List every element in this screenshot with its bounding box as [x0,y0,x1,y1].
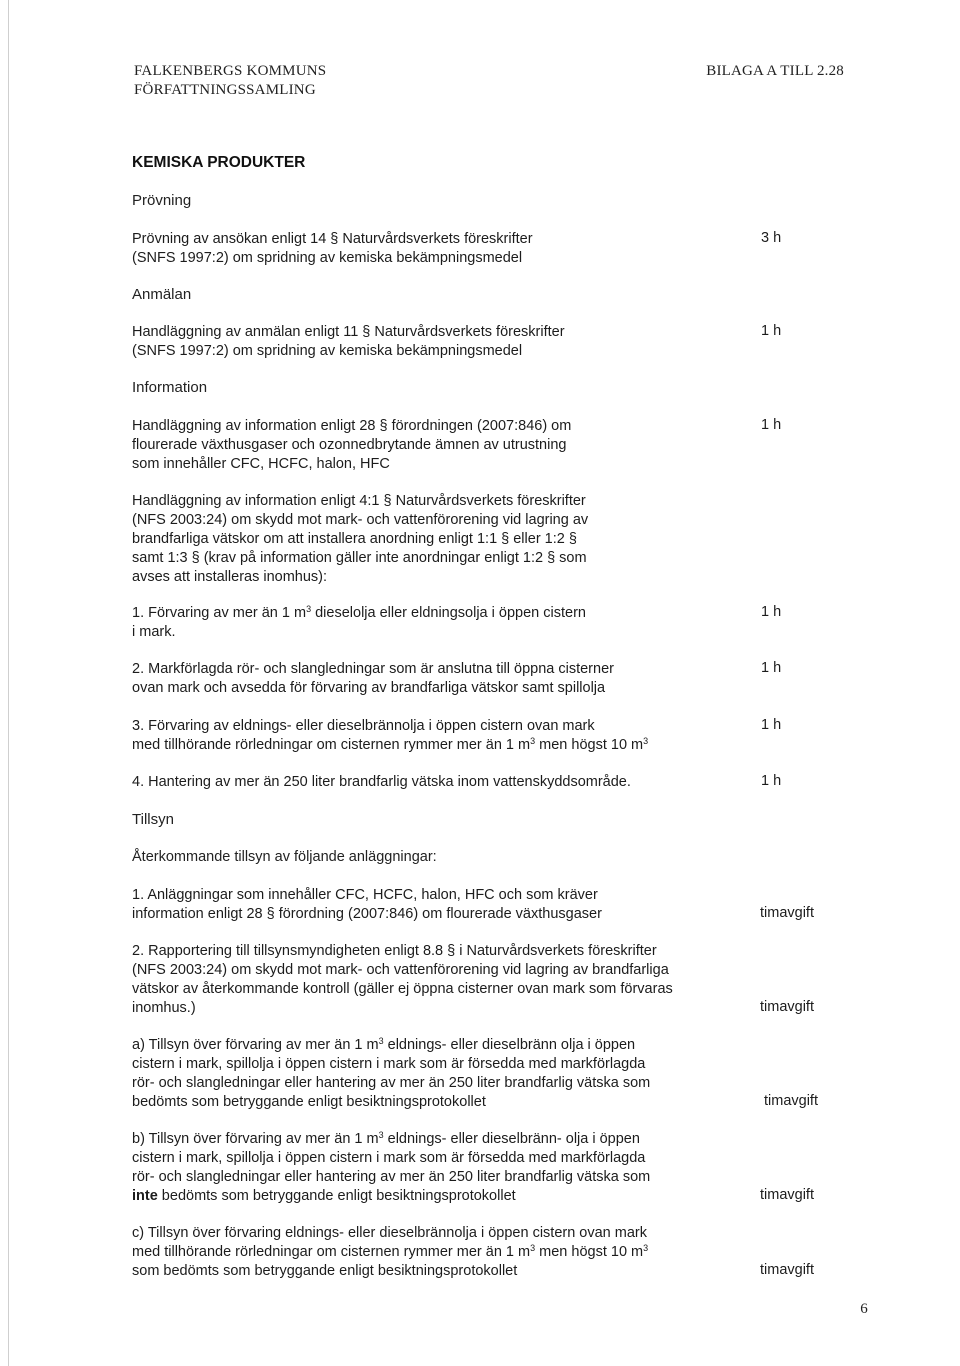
text-run: med tillhörande rörledningar om cisternen rymmer mer än 1 m [132,737,531,753]
fee-value: 1 h [761,717,782,733]
superscript: 3 [643,736,649,746]
text-line: Handläggning av information enligt 4:1 § Naturvårdsverkets föreskrifter [132,493,586,509]
text-run: dieselolja eller eldningsolja i öppen cistern [311,605,586,621]
text-line: 2. Rapportering till tillsynsmyndigheten enligt 8.8 § i Naturvårdsverkets föreskrifter [132,943,657,959]
superscript: 3 [378,1130,384,1140]
superscript: 3 [306,604,312,614]
fee-item-information-sub2 [132,660,732,698]
fee-item-tillsyn-c [132,1224,732,1281]
fee-value: timavgift [760,905,814,921]
fee-item-tillsyn-2 [132,942,732,1018]
text-run: med tillhörande rörledningar om cisternen rymmer mer än 1 m [132,1244,531,1260]
scan-edge [8,0,9,1366]
header-collection: FÖRFATTNINGSSAMLING [134,82,316,98]
text-line: rör- och slangledningar eller hantering av mer än 250 liter brandfarlig vätska som [132,1169,651,1185]
fee-value: 1 h [761,604,782,620]
appendix-label: BILAGA A TILL 2.28 [706,63,844,79]
section-heading-tillsyn: Tillsyn [132,811,174,828]
text-line: bedömts som betryggande enligt besiktningsprotokollet [132,1094,486,1110]
text-line: 1. Anläggningar som innehåller CFC, HCFC, halon, HFC och som kräver [132,887,598,903]
fee-value: 1 h [761,323,782,339]
fee-item-anmalan [132,323,732,361]
fee-value: timavgift [760,1187,814,1203]
text-run: men högst 10 m [535,737,644,753]
text-line [132,1187,732,1206]
text-line: 4. Hantering av mer än 250 liter brandfarlig vätska inom vattenskyddsområde. [132,774,631,790]
fee-item-tillsyn-1 [132,886,732,924]
text-line: 3. Förvaring av eldnings- eller dieselbrännolja i öppen cistern ovan mark [132,718,595,734]
page-number: 6 [860,1301,868,1317]
header-municipality: FALKENBERGS KOMMUNS [134,63,327,79]
fee-item-tillsyn-a [132,1036,732,1112]
fee-item-information-sub4 [132,773,732,792]
superscript: 3 [530,736,536,746]
text-line: ovan mark och avsedda för förvaring av brandfarliga vätskor samt spillolja [132,680,606,696]
fee-value: 3 h [761,230,782,246]
fee-value: timavgift [760,1262,814,1278]
text-line [132,604,732,623]
text-line: cistern i mark, spillolja i öppen cistern i mark som är försedda med markförlagda [132,1150,646,1166]
text-line: information enligt 28 § förordning (2007:846) om flourerade växthusgaser [132,906,602,922]
text-run: eldnings- eller dieselbränn olja i öppen [383,1037,636,1053]
text-line: (NFS 2003:24) om skydd mot mark- och vattenförorening vid lagring av brandfarliga [132,962,669,978]
fee-value: timavgift [760,999,814,1015]
text-run: bedömts som betryggande enligt besiktningsprotokollet [157,1188,516,1204]
section-heading-provning: Prövning [132,192,192,209]
text-line [132,1243,732,1262]
fee-item-tillsyn-b [132,1130,732,1206]
text-line: Handläggning av anmälan enligt 11 § Naturvårdsverkets föreskrifter [132,324,565,340]
text-line: (SNFS 1997:2) om spridning av kemiska bekämpningsmedel [132,343,523,359]
fee-item-provning [132,230,732,268]
text-line: cistern i mark, spillolja i öppen cistern i mark som är försedda med markförlagda [132,1056,646,1072]
fee-value: timavgift [764,1093,818,1109]
tillsyn-subheading: Återkommande tillsyn av följande anläggningar: [132,849,437,865]
page-title: KEMISKA PRODUKTER [132,154,306,171]
text-line: som bedömts som betryggande enligt besiktningsprotokollet [132,1263,518,1279]
text-run: b) Tillsyn över förvaring av mer än 1 m [132,1131,379,1147]
text-line: Prövning av ansökan enligt 14 § Naturvårdsverkets föreskrifter [132,231,533,247]
municipality-header [134,62,326,100]
text-line: som innehåller CFC, HCFC, halon, HFC [132,456,390,472]
text-run: eldnings- eller dieselbränn- olja i öppen [383,1131,640,1147]
text-line [132,1036,732,1055]
section-heading-information: Information [132,379,208,396]
fee-item-information-sub3 [132,717,732,755]
text-run: men högst 10 m [535,1244,644,1260]
text-line: flourerade växthusgaser och ozonnedbrytande ämnen av utrustning [132,437,567,453]
fee-item-information-1 [132,417,732,474]
text-run: 1. Förvaring av mer än 1 m [132,605,307,621]
emphasis-text: inte [132,1188,158,1204]
fee-value: 1 h [761,773,782,789]
text-line: c) Tillsyn över förvaring eldnings- eller dieselbrännolja i öppen cistern ovan mark [132,1225,647,1241]
text-run: a) Tillsyn över förvaring av mer än 1 m [132,1037,379,1053]
fee-item-information-sub1 [132,604,732,642]
superscript: 3 [378,1036,384,1046]
text-line: (NFS 2003:24) om skydd mot mark- och vattenförorening vid lagring av [132,512,589,528]
text-line: avses att installeras inomhus): [132,569,328,585]
fee-value: 1 h [761,660,782,676]
superscript: 3 [643,1243,649,1253]
text-line: samt 1:3 § (krav på information gäller inte anordningar enligt 1:2 § som [132,550,587,566]
text-line [132,1130,732,1149]
superscript: 3 [530,1243,536,1253]
text-line: Handläggning av information enligt 28 § förordningen (2007:846) om [132,418,572,434]
text-line: (SNFS 1997:2) om spridning av kemiska bekämpningsmedel [132,250,523,266]
fee-item-information-2 [132,492,732,587]
text-line: 2. Markförlagda rör- och slangledningar som är anslutna till öppna cisterner [132,661,614,677]
text-line [132,736,732,755]
text-line: inomhus.) [132,1000,196,1016]
section-heading-anmalan: Anmälan [132,286,192,303]
text-line: vätskor av återkommande kontroll (gäller ej öppna cisterner ovan mark som förvaras [132,981,673,997]
text-line: i mark. [132,624,176,640]
text-line: brandfarliga vätskor om att installera anordning enligt 1:1 § eller 1:2 § [132,531,577,547]
text-line: rör- och slangledningar eller hantering av mer än 250 liter brandfarlig vätska som [132,1075,651,1091]
fee-value: 1 h [761,417,782,433]
